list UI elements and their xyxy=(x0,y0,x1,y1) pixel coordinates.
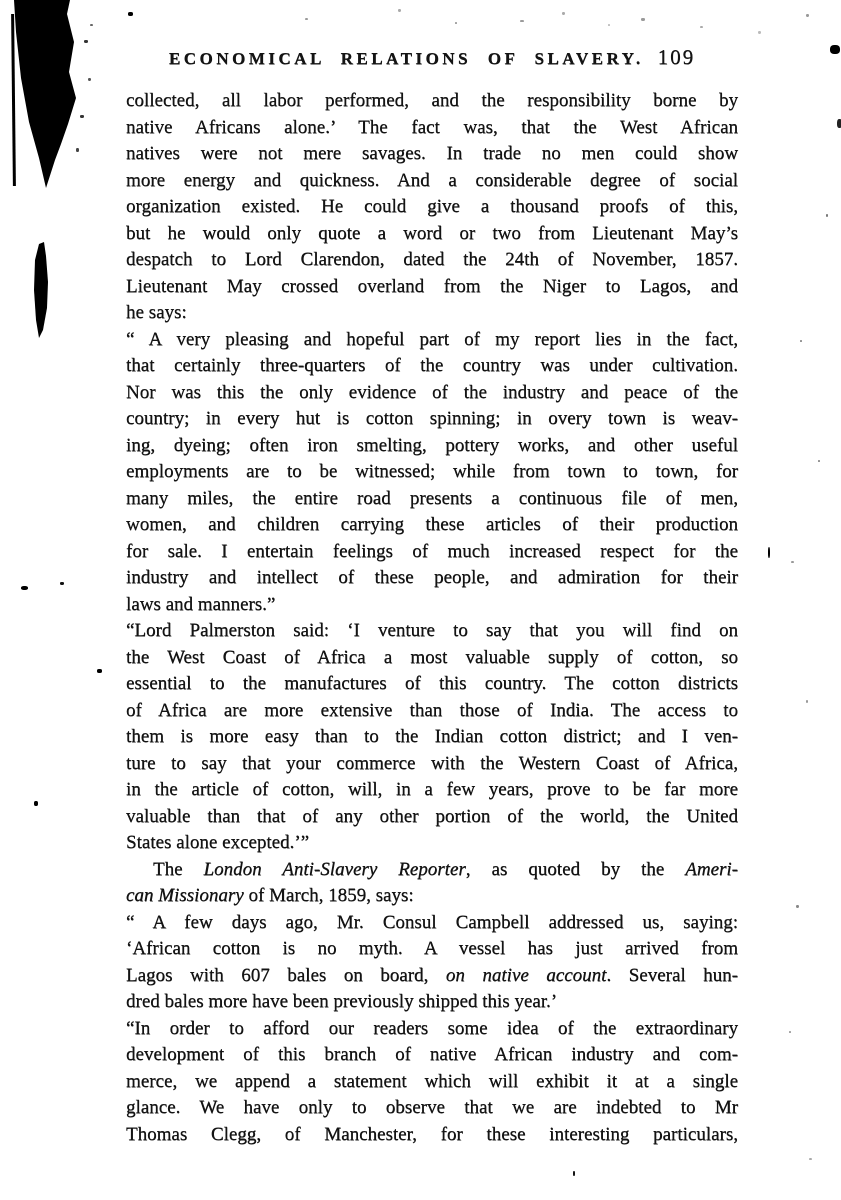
text-segment: despatch to Lord Clarendon, dated the 24th of November, 1857. xyxy=(126,249,738,270)
text-segment: country; in every hut is cotton spinning; in overy town is weav- xyxy=(126,408,738,429)
text-segment: the West Coast of Africa a most valuable supply of cotton, so xyxy=(126,646,738,668)
text-segment: ture to say that your commerce with the Western Coast of Africa, xyxy=(126,752,738,774)
text-line xyxy=(126,433,738,460)
scan-speck xyxy=(768,547,770,558)
scan-speck xyxy=(758,31,761,34)
scan-speck xyxy=(837,119,841,128)
text-segment: women, and children carrying these articles of their production xyxy=(126,514,738,535)
text-line xyxy=(126,671,738,698)
scan-line-left-edge xyxy=(11,14,15,186)
text-segment: “ A few days ago, Mr. Consul Campbell addressed us, saying: xyxy=(126,911,738,933)
text-line xyxy=(126,883,738,910)
text-line xyxy=(126,247,738,274)
text-segment: ing, dyeing; often iron smelting, pottery works, and other useful xyxy=(126,434,738,456)
text-segment: many miles, the entire road presents a continuous file of men, xyxy=(126,487,738,509)
text-line xyxy=(126,830,738,857)
scan-speck xyxy=(455,22,457,24)
scan-speck xyxy=(809,1158,812,1160)
text-segment: dred bales more have been previously shipped this year.’ xyxy=(126,991,558,1012)
text-segment: “ A very pleasing and hopeful part of my report lies in the fact, xyxy=(126,328,738,350)
text-line xyxy=(126,645,738,672)
text-line xyxy=(126,141,738,168)
scan-blob-left-margin xyxy=(32,242,50,338)
scan-speck xyxy=(806,700,808,703)
text-segment: natives were not mere savages. In trade no men could show xyxy=(126,143,738,164)
italic-text: can Missionary xyxy=(126,885,244,906)
scan-speck xyxy=(128,12,133,16)
text-segment: Nor was this the only evidence of the industry and peace of the xyxy=(126,381,738,403)
scan-speck xyxy=(88,78,91,81)
text-line xyxy=(126,804,738,831)
scan-speck xyxy=(60,582,64,585)
text-segment: laws and manners.” xyxy=(126,593,276,615)
text-segment: he says: xyxy=(126,302,187,323)
text-line xyxy=(126,592,738,619)
text-line xyxy=(126,168,738,195)
text-line xyxy=(126,777,738,804)
text-segment: more energy and quickness. And a considerable degree of social xyxy=(126,169,738,191)
text-line xyxy=(126,512,738,539)
scan-speck xyxy=(562,12,565,15)
text-segment: native Africans alone.’ The fact was, that the West African xyxy=(126,116,738,138)
text-segment: but he would only quote a word or two from Lieutenant May’s xyxy=(126,222,738,244)
text-line xyxy=(126,115,738,142)
text-line xyxy=(126,327,738,354)
scan-speck xyxy=(97,669,102,673)
scan-speck xyxy=(305,18,308,20)
scan-speck xyxy=(34,801,38,806)
scan-speck xyxy=(21,586,28,590)
text-line xyxy=(126,989,738,1016)
text-segment: organization existed. He could give a thousand proofs of this, xyxy=(126,196,738,217)
running-title: ECONOMICAL RELATIONS OF SLAVERY. xyxy=(168,49,644,68)
paragraph xyxy=(126,857,738,910)
text-segment: of Africa are more extensive than those of India. The access to xyxy=(126,699,738,721)
text-segment: collected, all labor performed, and the responsibility borne by xyxy=(126,90,738,111)
scan-speck xyxy=(76,148,79,152)
text-segment: glance. We have only to observe that we are indebted to Mr xyxy=(126,1097,738,1118)
text-line xyxy=(126,963,738,990)
text-line xyxy=(126,380,738,407)
text-line xyxy=(126,1095,738,1122)
text-line xyxy=(126,274,738,301)
scan-speck xyxy=(520,20,524,22)
text-line xyxy=(126,1042,738,1069)
text-line xyxy=(126,221,738,248)
paragraph xyxy=(126,327,738,619)
text-line xyxy=(126,857,738,884)
text-segment: Thomas Clegg, of Manchester, for these interesting particulars, xyxy=(126,1123,738,1145)
scan-speck xyxy=(80,115,84,118)
text-segment: States alone excepted.’” xyxy=(126,832,310,853)
scan-speck xyxy=(789,1031,791,1033)
text-segment: ‘African cotton is no myth. A vessel has just arrived from xyxy=(126,938,738,959)
scan-speck xyxy=(826,214,828,217)
text-line xyxy=(126,1122,738,1149)
scan-speck xyxy=(84,40,88,43)
text-line xyxy=(126,406,738,433)
text-line xyxy=(126,459,738,486)
text-segment: essential to the manufactures of this country. The cotton districts xyxy=(126,673,738,694)
scan-speck xyxy=(90,24,93,26)
text-line xyxy=(126,486,738,513)
text-line xyxy=(126,88,738,115)
paragraph xyxy=(126,910,738,1016)
text-line xyxy=(126,724,738,751)
text-block xyxy=(126,88,738,1148)
scan-speck xyxy=(806,14,809,17)
scan-speck xyxy=(573,1171,575,1176)
text-line xyxy=(126,698,738,725)
scan-speck xyxy=(700,26,703,28)
text-segment: , as quoted by the xyxy=(465,858,686,880)
italic-text: on native account xyxy=(445,964,607,986)
page-header xyxy=(126,45,738,70)
text-segment: Lieutenant May crossed overland from the Niger to Lagos, and xyxy=(126,275,738,297)
text-line xyxy=(126,936,738,963)
text-segment: valuable than that of any other portion of the world, the United xyxy=(126,805,738,827)
text-line xyxy=(126,300,738,327)
text-segment: employments are to be witnessed; while from town to town, for xyxy=(126,461,738,482)
scan-speck xyxy=(796,905,799,908)
text-line xyxy=(126,1016,738,1043)
paragraph xyxy=(126,88,738,327)
scan-speck xyxy=(791,561,794,563)
scan-speck xyxy=(608,24,610,26)
scan-speck xyxy=(641,18,645,21)
text-line xyxy=(126,353,738,380)
scan-blob-top-left xyxy=(12,0,92,190)
scan-speck xyxy=(818,460,820,462)
text-segment: merce, we append a statement which will exhibit it at a single xyxy=(126,1070,738,1092)
text-segment: them is more easy than to the Indian cotton district; and I ven- xyxy=(126,726,738,747)
italic-text: Ameri- xyxy=(685,858,738,880)
text-segment: Lagos with 607 bales on board, xyxy=(126,964,446,986)
page-number: 109 xyxy=(657,45,696,69)
text-line xyxy=(126,539,738,566)
text-line xyxy=(126,565,738,592)
text-segment: for sale. I entertain feelings of much increased respect for the xyxy=(126,540,738,562)
scan-speck xyxy=(800,340,802,342)
text-segment: “Lord Palmerston said: ‘I venture to say that you will find on xyxy=(126,620,738,641)
text-line xyxy=(126,194,738,221)
text-segment: . Several hun- xyxy=(606,964,738,986)
text-line xyxy=(126,618,738,645)
paragraph xyxy=(126,618,738,857)
text-segment: development of this branch of native African industry and com- xyxy=(126,1044,738,1065)
text-segment: that certainly three-quarters of the country was under cultivation. xyxy=(126,355,738,376)
text-line xyxy=(126,910,738,937)
scan-speck xyxy=(830,45,840,54)
text-segment: in the article of cotton, will, in a few years, prove to be far more xyxy=(126,779,738,800)
italic-text: London Anti-Slavery Reporter xyxy=(203,858,466,880)
scan-speck xyxy=(398,9,401,12)
text-segment: of March, 1859, says: xyxy=(243,885,414,906)
text-segment: industry and intellect of these people, and admiration for their xyxy=(126,567,738,588)
paragraph xyxy=(126,1016,738,1149)
text-segment: “In order to afford our readers some idea of the extraordinary xyxy=(126,1017,738,1039)
text-segment: The xyxy=(153,858,204,880)
text-line xyxy=(126,751,738,778)
text-line xyxy=(126,1069,738,1096)
